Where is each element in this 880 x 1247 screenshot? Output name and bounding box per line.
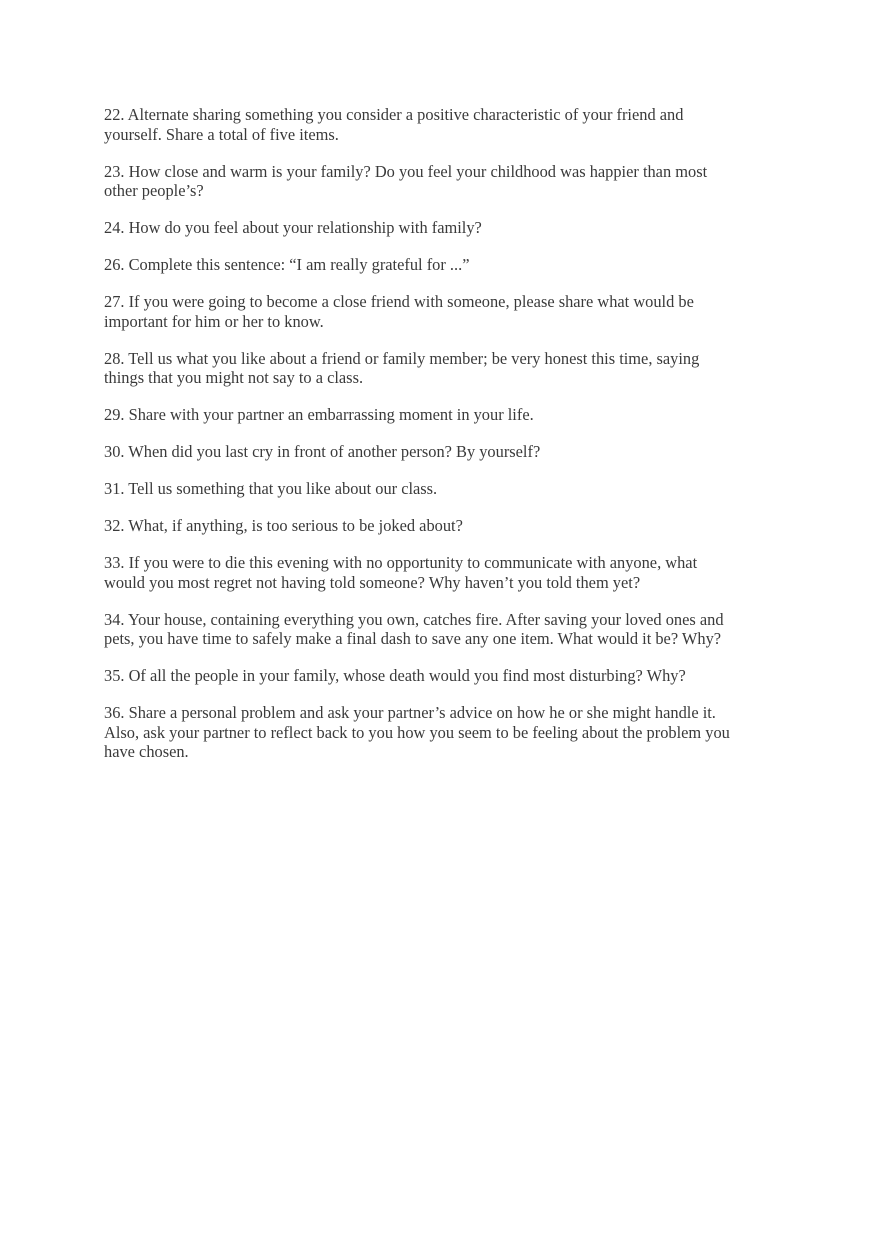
question-item: 22. Alternate sharing something you consider a positive characteristic of your friend and yourself. Share a total of five items. <box>104 105 684 144</box>
question-list <box>104 105 734 779</box>
question-item: 23. How close and warm is your family? Do you feel your childhood was happier than most other people’s? <box>104 161 708 200</box>
question-item: 34. Your house, containing everything you own, catches fire. After saving your loved ones and pets, you have time to safely make a final dash to save any one item. What would it be? Why? <box>104 609 724 648</box>
question-item: 36. Share a personal problem and ask your partner’s advice on how he or she might handle it. Also, ask your partner to reflect back to you how you seem to be feeling about the problem you have chosen. <box>104 703 730 761</box>
question-item: 30. When did you last cry in front of another person? By yourself? <box>104 442 541 461</box>
question-item: 31. Tell us something that you like about our class. <box>104 479 438 498</box>
question-item: 28. Tell us what you like about a friend or family member; be very honest this time, saying things that you might not say to a class. <box>104 348 700 387</box>
question-item: 33. If you were to die this evening with no opportunity to communicate with anyone, what would you most regret not having told someone? Why haven’t you told them yet? <box>104 553 698 592</box>
question-item: 26. Complete this sentence: “I am really grateful for ...” <box>104 255 470 274</box>
question-item: 35. Of all the people in your family, whose death would you find most disturbing? Why? <box>104 666 686 685</box>
question-item: 27. If you were going to become a close friend with someone, please share what would be important for him or her to know. <box>104 292 694 331</box>
question-item: 32. What, if anything, is too serious to be joked about? <box>104 516 463 535</box>
question-item: 29. Share with your partner an embarrassing moment in your life. <box>104 405 534 424</box>
question-item: 24. How do you feel about your relationship with family? <box>104 218 482 237</box>
